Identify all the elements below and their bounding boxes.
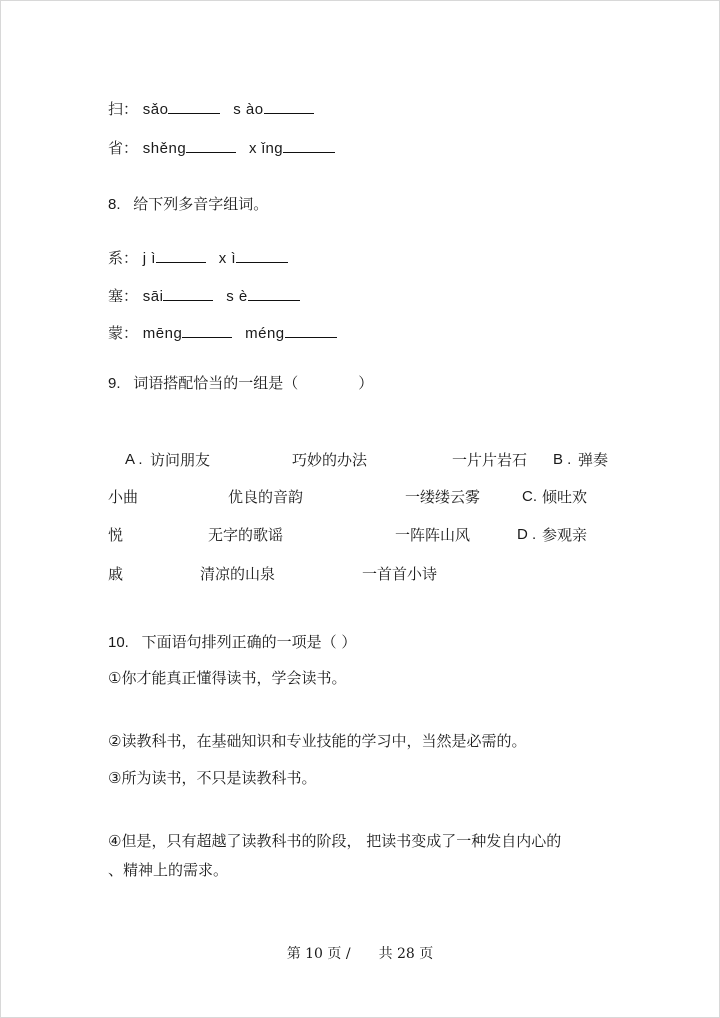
answer-blank[interactable]	[156, 247, 206, 263]
pinyin-row-sao	[108, 98, 322, 120]
question-9	[108, 373, 373, 394]
sentence-4: ④但是，只有超越了读教科书的阶段， 把读书变成了一种发自内心的	[108, 832, 562, 850]
pinyin-2: x ì	[218, 250, 237, 267]
question-8	[108, 194, 268, 215]
answer-blank[interactable]	[236, 247, 288, 263]
char-label: 蒙：	[108, 324, 139, 342]
question-text: 给下列多音字组词。	[133, 195, 269, 213]
answer-blank[interactable]	[248, 285, 300, 301]
option-c-letter[interactable]: C.	[522, 488, 537, 505]
pinyin-1: sǎo	[142, 101, 169, 118]
pinyin-1: mēng	[142, 325, 183, 342]
option-b-letter[interactable]: B .	[553, 451, 572, 468]
char-label: 塞：	[108, 287, 139, 305]
option-phrase: 戚	[108, 565, 124, 583]
option-phrase: 清凉的山泉	[200, 565, 276, 583]
pinyin-2: x ǐng	[248, 140, 284, 157]
option-phrase: 倾吐欢	[542, 488, 588, 506]
question-number: 10.	[108, 634, 129, 651]
sentence-1: ①你才能真正懂得读书，学会读书。	[108, 669, 347, 687]
answer-blank[interactable]	[283, 137, 335, 153]
option-phrase: 悦	[108, 526, 124, 544]
char-label: 扫：	[108, 100, 139, 118]
answer-blank[interactable]	[163, 285, 213, 301]
sentence-3: ③所为读书，不只是读教科书。	[108, 769, 317, 787]
pinyin-1: sāi	[142, 288, 164, 305]
option-phrase: 弹奏	[578, 451, 609, 469]
option-phrase: 无字的歌谣	[208, 526, 284, 544]
option-d-letter[interactable]: D .	[517, 526, 537, 543]
option-phrase: 访问朋友	[150, 451, 211, 469]
question-number: 8.	[108, 196, 121, 213]
answer-blank[interactable]	[182, 322, 232, 338]
question-10	[108, 632, 356, 653]
option-phrase: 优良的音韵	[228, 488, 304, 506]
option-phrase: 巧妙的办法	[292, 451, 368, 469]
option-phrase: 一阵阵山风	[395, 526, 471, 544]
pinyin-2: s ào	[233, 101, 264, 118]
answer-blank[interactable]	[264, 98, 314, 114]
question-number: 9.	[108, 375, 121, 392]
option-phrase: 一片片岩石	[452, 451, 528, 469]
pinyin-1: j ì	[142, 250, 156, 267]
option-a-letter[interactable]: A .	[125, 451, 143, 468]
question-text: 词语搭配恰当的一组是（ ）	[133, 374, 374, 392]
answer-blank[interactable]	[186, 137, 236, 153]
option-phrase: 一首首小诗	[362, 565, 438, 583]
pinyin-row-meng	[108, 322, 345, 344]
answer-blank[interactable]	[285, 322, 337, 338]
question-text: 下面语句排列正确的一项是（ ）	[141, 633, 357, 651]
pinyin-1: shěng	[142, 140, 187, 157]
char-label: 系：	[108, 249, 139, 267]
page-number-footer: 第 10 页 / 共 28 页	[286, 946, 434, 962]
pinyin-2: s è	[226, 288, 248, 305]
pinyin-row-xi	[108, 247, 296, 269]
answer-blank[interactable]	[168, 98, 220, 114]
pinyin-row-sheng	[108, 137, 343, 159]
option-phrase: 小曲	[108, 488, 139, 506]
pinyin-row-sai	[108, 285, 308, 307]
sentence-4-continued: 、精神上的需求。	[108, 861, 229, 879]
option-phrase: 参观亲	[542, 526, 588, 544]
char-label: 省：	[108, 139, 139, 157]
option-phrase: 一缕缕云雾	[405, 488, 481, 506]
sentence-2: ②读教科书，在基础知识和专业技能的学习中，当然是必需的。	[108, 732, 527, 750]
pinyin-2: méng	[245, 325, 285, 342]
